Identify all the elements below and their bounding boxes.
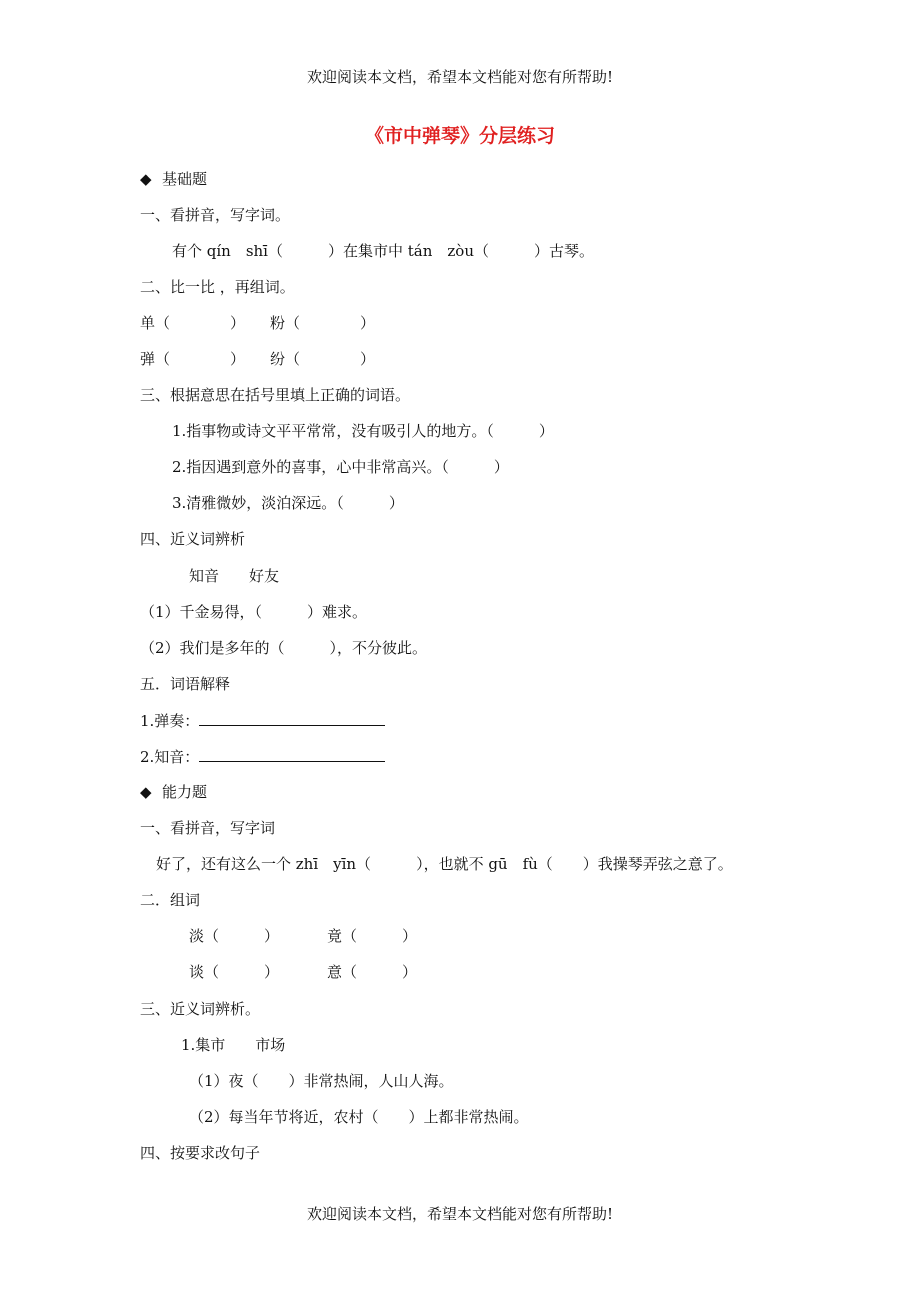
- ability-q2-item: 谈（ ）: [189, 963, 280, 981]
- basic-q2-item: 粉（ ）: [270, 314, 376, 332]
- diamond-bullet-icon: ◆: [140, 170, 152, 188]
- basic-q3-item: 2.指因遇到意外的喜事，心中非常高兴。（ ）: [172, 458, 509, 476]
- term-label: 2.知音：: [140, 748, 200, 766]
- basic-q4-item: （1）千金易得，（ ）难求。: [140, 603, 368, 621]
- page-footer-note: 欢迎阅读本文档，希望本文档能对您有所帮助!: [306, 1205, 614, 1223]
- basic-q2-label: 二、比一比 ，再组词。: [140, 278, 295, 296]
- basic-q3-item: 1.指事物或诗文平平常常，没有吸引人的地方。（ ）: [172, 422, 554, 440]
- answer-blank-line[interactable]: [199, 710, 385, 726]
- ability-q3-words: 1.集市 市场: [181, 1036, 286, 1054]
- ability-q2-item: 淡（ ）: [189, 927, 280, 945]
- page-header-note: 欢迎阅读本文档，希望本文档能对您有所帮助!: [306, 68, 614, 86]
- ability-q2-label: 二．组词: [140, 891, 201, 909]
- ability-q1-line: 好了，还有这么一个 zhī yīn（ ），也就不 gū fù（ ）我操琴弄弦之意了。: [156, 855, 733, 873]
- basic-q4-words: 知音 好友: [189, 567, 280, 585]
- basic-q4-label: 四、近义词辨析: [140, 530, 246, 548]
- section-ability-heading: [140, 782, 207, 802]
- basic-q5-label: 五．词语解释: [140, 675, 231, 693]
- basic-q2-item: 单（ ）: [140, 314, 246, 332]
- ability-q3-item: （1）夜（ ）非常热闹，人山人海。: [189, 1072, 454, 1090]
- basic-q5-item-1: [140, 710, 385, 731]
- diamond-bullet-icon: ◆: [140, 783, 152, 801]
- ability-q2-item: 竟（ ）: [327, 927, 418, 945]
- basic-q1-line: 有个 qín shī（ ）在集市中 tán zòu（ ）古琴。: [172, 242, 594, 260]
- page-title: 《市中弹琴》分层练习: [364, 125, 555, 147]
- term-label: 1.弹奏：: [140, 712, 200, 730]
- basic-q3-item: 3.清雅微妙，淡泊深远。（ ）: [172, 494, 404, 512]
- ability-q3-item: （2）每当年节将近，农村（ ）上都非常热闹。: [189, 1108, 529, 1126]
- section-basic-heading: [140, 169, 207, 189]
- basic-q5-item-2: [140, 746, 385, 767]
- basic-q3-label: 三、根据意思在括号里填上正确的词语。: [140, 386, 411, 404]
- basic-q2-item: 纷（ ）: [270, 350, 376, 368]
- basic-q1-label: 一、看拼音，写字词。: [140, 206, 291, 224]
- ability-q3-label: 三、近义词辨析。: [140, 1000, 261, 1018]
- section-ability-label: 能力题: [162, 783, 208, 801]
- ability-q2-item: 意（ ）: [327, 963, 418, 981]
- ability-q4-label: 四、按要求改句子: [140, 1144, 261, 1162]
- basic-q4-item: （2）我们是多年的（ ），不分彼此。: [140, 639, 428, 657]
- basic-q2-item: 弹（ ）: [140, 350, 246, 368]
- section-basic-label: 基础题: [162, 170, 208, 188]
- ability-q1-label: 一、看拼音，写字词: [140, 819, 276, 837]
- answer-blank-line[interactable]: [199, 746, 385, 762]
